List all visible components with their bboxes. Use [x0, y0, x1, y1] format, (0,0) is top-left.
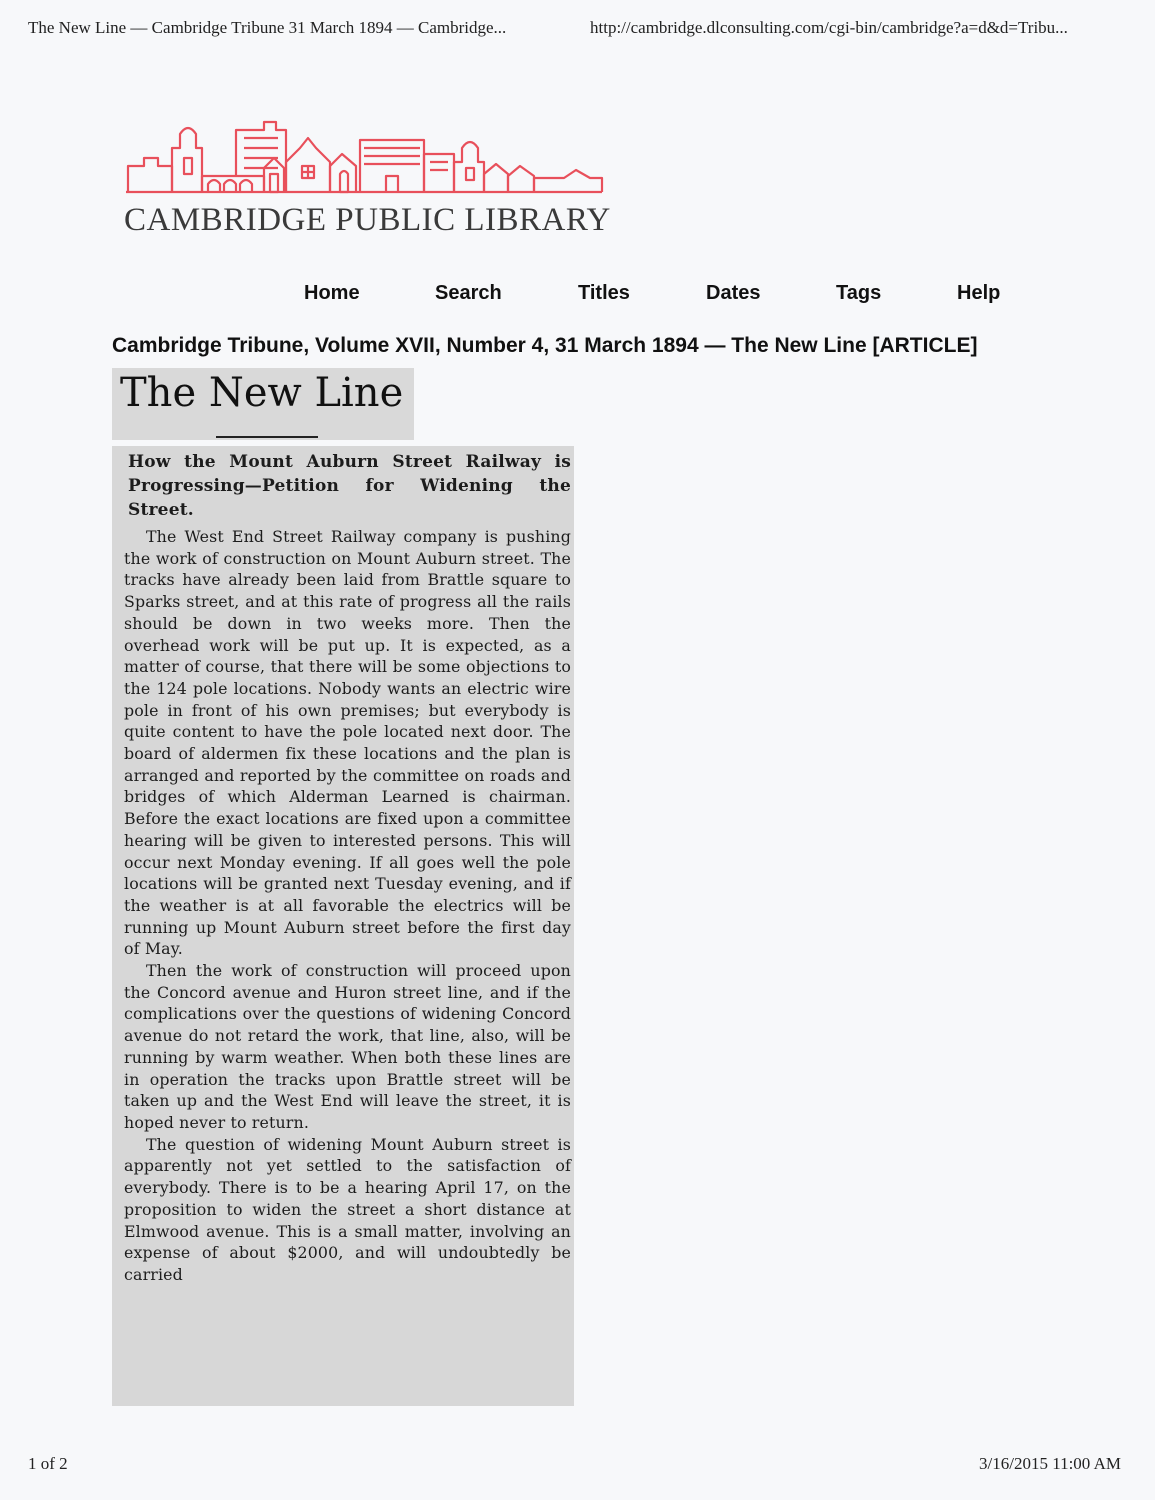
print-page-url: http://cambridge.dlconsulting.com/cgi-bin/cambridge?a=d&d=Tribu...: [590, 18, 1068, 37]
clipping-paragraph: The question of widening Mount Auburn street is apparently not yet settled to the satisfaction of everybody. There is to be a hearing April 17, on the proposition to widen the street a short distance at Elmwood avenue. This is a small matter, involving an expense of about $2000, and will undoubtedly be carried: [124, 1134, 571, 1284]
clipping-title: The New Line: [120, 370, 404, 416]
library-name: CAMBRIDGE PUBLIC LIBRARY: [124, 202, 611, 238]
skyline-logo-icon: [124, 118, 606, 198]
main-nav: [0, 282, 1155, 312]
nav-help[interactable]: Help: [957, 282, 1001, 304]
nav-home[interactable]: Home: [304, 282, 360, 304]
nav-tags[interactable]: Tags: [836, 282, 882, 304]
article-heading: Cambridge Tribune, Volume XVII, Number 4, 31 March 1894 — The New Line [ARTICLE]: [112, 334, 978, 357]
nav-dates[interactable]: Dates: [706, 282, 761, 304]
print-header: [28, 18, 1127, 44]
clipping-divider: [216, 436, 318, 438]
clipping-paragraph: Then the work of construction will proceed upon the Concord avenue and Huron street line, and if the complications over the questions of widening Concord avenue do not retard the work, that line, also, will be running by warm weather. When both these lines are in operation the tracks upon Brattle street will be taken up and the West End will leave the street, it is hoped never to return.: [124, 961, 571, 1132]
clipping-text: [124, 450, 571, 1286]
print-footer: [28, 1454, 1121, 1478]
library-logo[interactable]: [124, 118, 611, 238]
print-timestamp: 3/16/2015 11:00 AM: [979, 1454, 1121, 1473]
nav-search[interactable]: Search: [435, 282, 502, 304]
nav-titles[interactable]: Titles: [578, 282, 630, 304]
print-page-title: The New Line — Cambridge Tribune 31 March 1894 — Cambridge...: [28, 18, 507, 37]
newspaper-clipping: [112, 446, 574, 1406]
clipping-title-block: [112, 368, 414, 440]
clipping-paragraph: The West End Street Railway company is pushing the work of construction on Mount Auburn street. The tracks have already been laid from Brattle square to Sparks street, and at this rate of progress all the rails should be down in two weeks more. Then the overhead work will be put up. It is expected, as a matter of course, that there will be some objections to the 124 pole locations. Nobody wants an electric wire pole in front of his own premises; but everybody is quite content to have the pole located next door. The board of aldermen fix these locations and the plan is arranged and reported by the committee on roads and bridges of which Alderman Learned is chairman. Before the exact locations are fixed upon a committee hearing will be given to interested persons. This will occur next Monday evening. If all goes well the pole locations will be granted next Tuesday evening, and if the weather is at all favorable the electrics will be running up Mount Auburn street before the first day of May.: [124, 527, 571, 959]
page-count: 1 of 2: [28, 1454, 68, 1473]
clipping-subhead: How the Mount Auburn Street Railway is Progressing—Petition for Widening the Street.: [128, 452, 571, 520]
